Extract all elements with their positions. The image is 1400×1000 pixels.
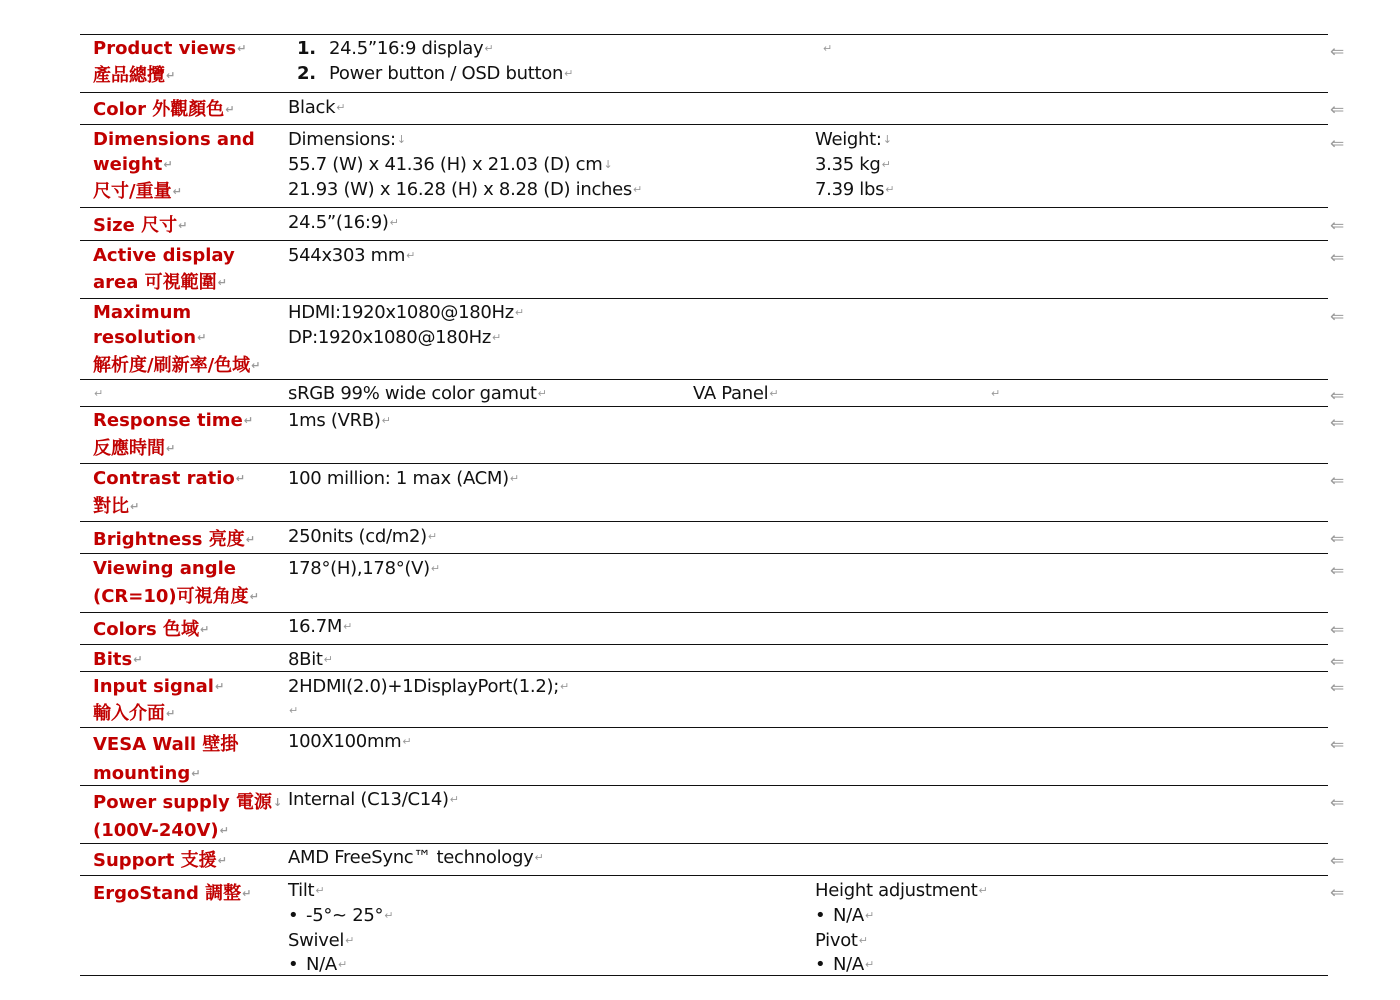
viewing-angle-label: Viewing angle [93, 558, 236, 579]
response-time-value: 1ms (VRB)↵ [288, 410, 391, 431]
weight-title: Weight:↓ [815, 129, 892, 150]
size-label: Size 尺寸↵ [93, 215, 188, 236]
dimensions-title: Dimensions:↓ [288, 129, 406, 150]
colors-label: Colors 色域↵ [93, 619, 210, 640]
height-adjustment-value: • N/A↵ [815, 905, 874, 926]
pivot-value: • N/A↵ [815, 954, 874, 975]
dimensions-cm: 55.7 (W) x 41.36 (H) x 21.03 (D) cm↓ [288, 154, 613, 175]
vesa-label: VESA Wall 壁掛 [93, 734, 239, 755]
viewing-angle-label: (CR=10)可視角度↵ [93, 586, 259, 607]
ergostand-label: ErgoStand 調整↵ [93, 883, 252, 904]
row-rule [80, 207, 1328, 208]
support-label: Support 支援↵ [93, 850, 227, 871]
row-rule [80, 875, 1328, 876]
paragraph-mark: ↵ [823, 42, 832, 55]
max-resolution-label: Maximum [93, 302, 192, 323]
row-end-mark: ⇐ [1330, 471, 1345, 491]
bits-value: 8Bit↵ [288, 649, 333, 670]
input-signal-label-zh: 輸入介面↵ [93, 703, 176, 724]
row-end-mark: ⇐ [1330, 620, 1345, 640]
viewing-angle-value: 178°(H),178°(V)↵ [288, 558, 440, 579]
row-rule [80, 379, 1328, 380]
color-label: Color 外觀顏色↵ [93, 99, 235, 120]
row-rule [80, 34, 1328, 35]
row-end-mark: ⇐ [1330, 529, 1345, 549]
dimensions-inches: 21.93 (W) x 16.28 (H) x 8.28 (D) inches↵ [288, 179, 642, 200]
row-end-mark: ⇐ [1330, 561, 1345, 581]
vesa-value: 100X100mm↵ [288, 731, 412, 752]
swivel-title: Swivel↵ [288, 930, 354, 951]
row-rule [80, 406, 1328, 407]
colors-value: 16.7M↵ [288, 616, 353, 637]
row-end-mark: ⇐ [1330, 413, 1345, 433]
row-end-mark: ⇐ [1330, 735, 1345, 755]
row-end-mark: ⇐ [1330, 307, 1345, 327]
brightness-value: 250nits (cd/m2)↵ [288, 526, 437, 547]
product-views-label-zh: 產品總攬↵ [93, 65, 176, 86]
bits-label: Bits↵ [93, 649, 143, 670]
power-supply-value: Internal (C13/C14)↵ [288, 789, 459, 810]
power-supply-label: (100V-240V)↵ [93, 820, 229, 841]
active-area-label: area 可視範圍↵ [93, 272, 227, 293]
weight-lbs: 7.39 lbs↵ [815, 179, 895, 200]
paragraph-mark: ↵ [991, 387, 1000, 400]
height-adjustment-title: Height adjustment↵ [815, 880, 988, 901]
support-value: AMD FreeSync™ technology↵ [288, 847, 544, 868]
row-end-mark: ⇐ [1330, 678, 1345, 698]
row-end-mark: ⇐ [1330, 386, 1345, 406]
swivel-value: • N/A↵ [288, 954, 347, 975]
row-end-mark: ⇐ [1330, 883, 1345, 903]
contrast-value: 100 million: 1 max (ACM)↵ [288, 468, 519, 489]
row-end-mark: ⇐ [1330, 851, 1345, 871]
panel-value: VA Panel↵ [693, 383, 779, 404]
response-time-label-zh: 反應時間↵ [93, 438, 176, 459]
row-end-mark: ⇐ [1330, 652, 1345, 672]
max-resolution-label-zh: 解析度/刷新率/色域↵ [93, 355, 261, 376]
max-resolution-label: resolution↵ [93, 327, 207, 348]
product-view-item: 2. Power button / OSD button↵ [297, 63, 573, 84]
row-rule [80, 553, 1328, 554]
product-views-label: Product views↵ [93, 38, 247, 59]
row-end-mark: ⇐ [1330, 793, 1345, 813]
row-rule [80, 644, 1328, 645]
input-signal-value: 2HDMI(2.0)+1DisplayPort(1.2);↵ [288, 676, 569, 697]
row-end-mark: ⇐ [1330, 42, 1345, 62]
row-rule [80, 92, 1328, 93]
dimensions-label: weight↵ [93, 154, 173, 175]
weight-kg: 3.35 kg↵ [815, 154, 891, 175]
row-rule [80, 124, 1328, 125]
dimensions-label-zh: 尺寸/重量↵ [93, 181, 182, 202]
contrast-label-zh: 對比↵ [93, 496, 140, 517]
row-rule [80, 785, 1328, 786]
row-end-mark: ⇐ [1330, 216, 1345, 236]
row-rule [80, 727, 1328, 728]
product-view-item: 1. 24.5”16:9 display↵ [297, 38, 494, 59]
row-end-mark: ⇐ [1330, 248, 1345, 268]
contrast-label: Contrast ratio↵ [93, 468, 245, 489]
row-rule [80, 843, 1328, 844]
row-rule [80, 521, 1328, 522]
tilt-value: • -5°~ 25°↵ [288, 905, 394, 926]
row-rule [80, 240, 1328, 241]
dimensions-label: Dimensions and [93, 129, 255, 150]
row-rule [80, 298, 1328, 299]
resolution-hdmi: HDMI:1920x1080@180Hz↵ [288, 302, 524, 323]
color-value: Black↵ [288, 97, 346, 118]
tilt-title: Tilt↵ [288, 880, 325, 901]
size-value: 24.5”(16:9)↵ [288, 212, 399, 233]
pivot-title: Pivot↵ [815, 930, 868, 951]
power-supply-label: Power supply 電源↓ [93, 792, 283, 813]
row-rule [80, 975, 1328, 976]
brightness-label: Brightness 亮度↵ [93, 529, 256, 550]
paragraph-mark: ↵ [94, 387, 103, 400]
row-rule [80, 463, 1328, 464]
gamut-value: sRGB 99% wide color gamut↵ [288, 383, 547, 404]
paragraph-mark: ↵ [289, 704, 298, 717]
active-area-label: Active display [93, 245, 235, 266]
response-time-label: Response time↵ [93, 410, 253, 431]
active-area-value: 544x303 mm↵ [288, 245, 416, 266]
resolution-dp: DP:1920x1080@180Hz↵ [288, 327, 501, 348]
row-end-mark: ⇐ [1330, 134, 1345, 154]
input-signal-label: Input signal↵ [93, 676, 225, 697]
row-rule [80, 671, 1328, 672]
row-end-mark: ⇐ [1330, 100, 1345, 120]
row-rule [80, 612, 1328, 613]
vesa-label: mounting↵ [93, 763, 201, 784]
